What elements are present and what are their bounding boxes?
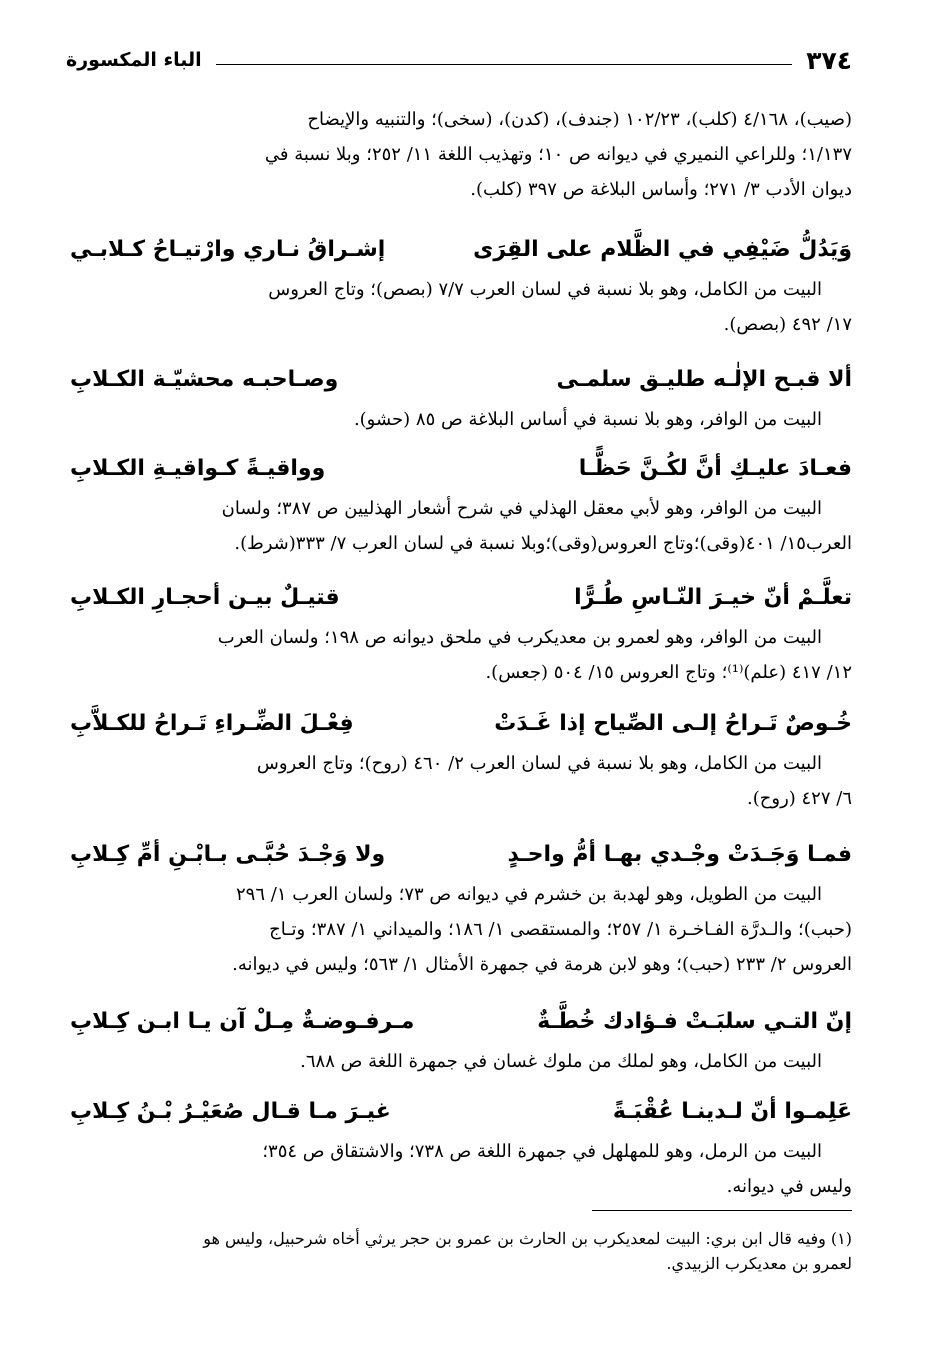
verse-first-hemistich: وَيَدُلُّ ضَيْفِي في الظَّلام على القِرَى — [473, 237, 852, 262]
commentary-line: البيت من الطويل، وهو لهدبة بن خشرم في ديوانه ص ٧٣؛ ولسان العرب ١/ ٢٩٦ — [236, 884, 822, 905]
poem-entry — [70, 1000, 852, 1079]
poem-entry — [70, 358, 852, 437]
verse-first-hemistich: عَلِمـوا أنّ لـدينـا عُقْبَـةً — [612, 1099, 852, 1124]
verse-line — [70, 1000, 852, 1044]
verse-first-hemistich: إنّ التـي سلبَـتْ فـؤادك خُطَّـةٌ — [537, 1009, 852, 1034]
commentary-line: البيت من الوافر، وهو لعمرو بن معديكرب في ملحق ديوانه ص ١٩٨؛ ولسان العرب — [217, 627, 822, 648]
poem-entry — [70, 228, 852, 342]
verse-second-hemistich: مـرفـوضـةٌ مِـلْ آن يـا ابـن كِـلابِ — [70, 1009, 415, 1034]
verse-second-hemistich: قتيـلٌ بيـن أحجـارِ الكـلابِ — [70, 585, 340, 610]
verse-second-hemistich: غيـرَ مـا قـال صُعَيْـرُ بْـنُ كِـلابِ — [70, 1099, 391, 1124]
commentary-line: وليس في ديوانه. — [726, 1176, 852, 1197]
commentary-line: العرب١٥/ ٤٠١(وقى)؛وتاج العروس(وقى)؛وبلا نسبة في لسان العرب ٧/ ٣٣٣(شرط). — [234, 533, 852, 554]
commentary-line: ديوان الأدب ٣/ ٢٧١؛ وأساس البلاغة ص ٣٩٧ (كلب). — [470, 179, 852, 200]
verse-second-hemistich: وواقيـةً كـواقيـةِ الكـلابِ — [70, 456, 326, 481]
commentary-line: البيت من الكامل، وهو لملك من ملوك غسان في جمهرة اللغة ص ٦٨٨. — [300, 1051, 822, 1072]
commentary-line: البيت من الرمل، وهو للمهلهل في جمهرة اللغة ص ٧٣٨؛ والاشتقاق ص ٣٥٤؛ — [262, 1141, 822, 1162]
verse-second-hemistich: ولا وَجْـدَ حُبَّـى بـابْـنِ أمِّ كِـلابِ — [70, 842, 386, 867]
commentary-line: (صيب)، ٤/١٦٨ (كلب)، ١٠٢/٢٣ (جندف)، (كدن)، (سخى)؛ والتنبيه والإيضاح — [307, 109, 852, 130]
commentary-line: البيت من الوافر، وهو لأبي معقل الهذلي في شرح أشعار الهذليين ص ٣٨٧؛ ولسان — [221, 498, 822, 519]
page-number: ٣٧٤ — [806, 45, 852, 75]
commentary-line: ١٢/ ٤١٧ (علم)⁽¹⁾؛ وتاج العروس ١٥/ ٥٠٤ (جعس). — [485, 662, 852, 683]
commentary-line: البيت من الكامل، وهو بلا نسبة في لسان العرب ٧/٧ (بصص)؛ وتاج العروس — [268, 279, 822, 300]
poem-entry — [70, 1090, 852, 1204]
poem-entry — [70, 833, 852, 982]
footnote-line: (١) وفيه قال ابن بري: البيت لمعديكرب بن الحارث بن عمرو بن حجر يرثي أخاه شرحبيل، وليس هو — [203, 1229, 852, 1248]
verse-first-hemistich: تعلَّـمْ أنّ خيـرَ النّـاسِ طُـرًّا — [574, 585, 852, 610]
intro-commentary — [70, 102, 852, 207]
verse-first-hemistich: فعـادَ عليـكِ أنَّ لكُـنَّ حَظًّـا — [578, 456, 852, 481]
verse-line — [70, 358, 852, 402]
verse-second-hemistich: وصـاحبـه محشيّـة الكـلابِ — [70, 367, 339, 392]
verse-first-hemistich: فمـا وَجَـدَتْ وجْـدي بهـا أمُّ واحـدٍ — [507, 842, 852, 867]
header-rule — [216, 64, 793, 65]
verse-first-hemistich: ألا قبـح الإلٰـه طليـق سلمـى — [556, 367, 852, 392]
commentary-line: البيت من الوافر، وهو بلا نسبة في أساس البلاغة ص ٨٥ (حشو). — [353, 409, 822, 430]
verse-line — [70, 228, 852, 272]
commentary-line: ١/١٣٧؛ وللراعي النميري في ديوانه ص ١٠؛ وتهذيب اللغة ١١/ ٢٥٢؛ وبلا نسبة في — [264, 144, 852, 165]
commentary-line: البيت من الكامل، وهو بلا نسبة في لسان العرب ٢/ ٤٦٠ (روح)؛ وتاج العروس — [256, 753, 822, 774]
verse-second-hemistich: فِعْـلَ الضِّـراءِ تَـراحُ للكـلاَّبِ — [70, 711, 354, 736]
section-title: الباء المكسورة — [66, 49, 202, 71]
footnote-separator — [592, 1210, 852, 1211]
poem-entry — [70, 576, 852, 690]
commentary-line: (حبب)؛ والـدرَّة الفـاخـرة ١/ ٢٥٧؛ والمستقصى ١/ ١٨٦؛ والميداني ١/ ٣٨٧؛ وتـاج — [269, 919, 852, 940]
verse-first-hemistich: خُـوصٌ تَـراحُ إلـى الصِّياح إذا غَـدَتْ — [494, 711, 852, 736]
verse-line — [70, 576, 852, 620]
commentary-line: ١٧/ ٤٩٢ (بصص). — [723, 314, 852, 335]
verse-second-hemistich: إشـراقُ نـاري وارْتيـاحُ كـلابـي — [70, 237, 386, 262]
verse-line — [70, 447, 852, 491]
poem-entry — [70, 447, 852, 561]
verse-line — [70, 833, 852, 877]
verse-line — [70, 1090, 852, 1134]
footnote — [70, 1226, 852, 1276]
poem-entry — [70, 702, 852, 816]
footnote-line: لعمرو بن معديكرب الزبيدي. — [666, 1254, 852, 1273]
commentary-line: العروس ٢/ ٢٣٣ (حبب)؛ وهو لابن هرمة في جمهرة الأمثال ١/ ٥٦٣؛ وليس في ديوانه. — [232, 954, 852, 975]
page-header — [66, 40, 852, 80]
verse-line — [70, 702, 852, 746]
commentary-line: ٦/ ٤٢٧ (روح). — [747, 788, 852, 809]
